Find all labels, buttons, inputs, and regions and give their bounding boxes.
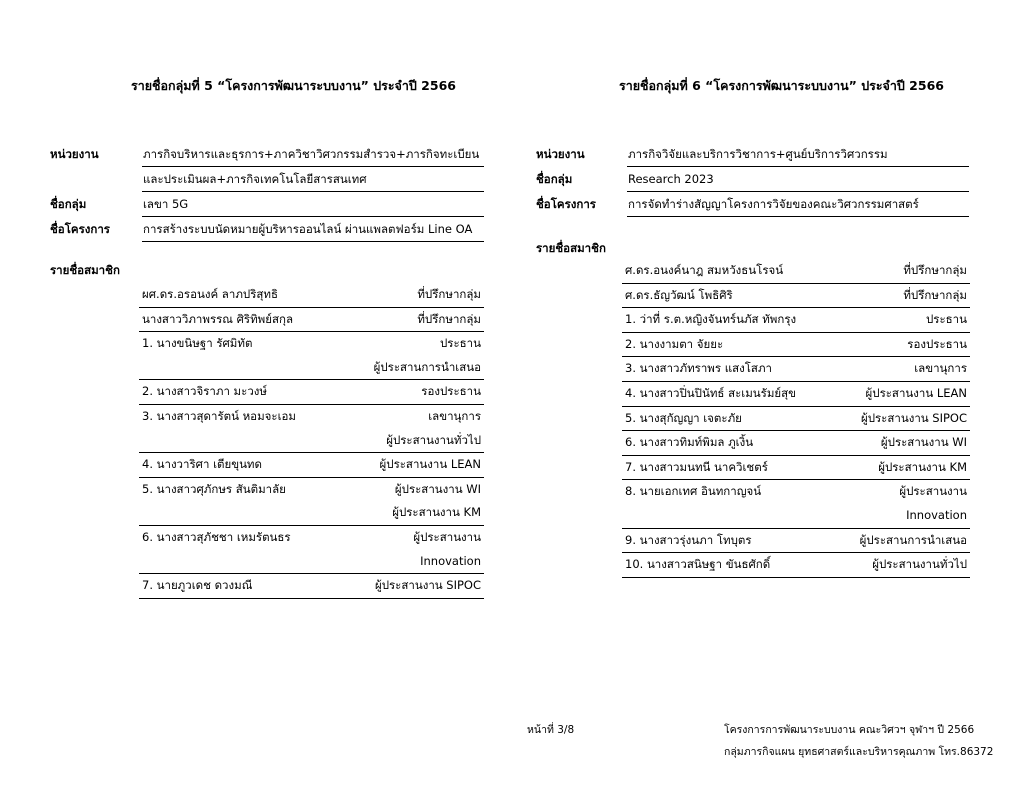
member-name: 4. นางวาริศา เตียขุนทด (142, 457, 262, 472)
unit-value (142, 142, 484, 192)
group-6-title: รายชื่อกลุ่มที่ 6 “โครงการพัฒนาระบบงาน” ประจำปี 2566 (619, 78, 944, 93)
members-label: รายชื่อสมาชิก (50, 263, 120, 277)
member-row (622, 529, 970, 554)
member-name: 9. นางสาวรุ่งนภา โทบุตร (625, 532, 752, 547)
member-row (139, 526, 484, 574)
member-row (622, 308, 970, 333)
member-role: ที่ปรึกษากลุ่ม (417, 311, 481, 326)
group-label: ชื่อกลุ่ม (50, 197, 87, 211)
member-line (622, 357, 970, 381)
member-line (622, 259, 970, 283)
member-role-secondary: ผู้ประสานการนำเสนอ (373, 359, 481, 374)
unit-label: หน่วยงาน (50, 147, 99, 161)
unit-label: หน่วยงาน (536, 147, 585, 161)
member-line (139, 332, 484, 356)
member-name: 7. นายภูวเดช ดวงมณี (142, 578, 253, 593)
member-line (622, 308, 970, 332)
member-row (622, 480, 970, 528)
project-label: ชื่อโครงการ (50, 222, 110, 236)
member-row (139, 405, 484, 453)
member-name: 3. นางสาวสุดารัตน์ หอมจะเอม (142, 408, 297, 423)
member-row (139, 380, 484, 405)
member-line (139, 380, 484, 404)
group-value: เลขา 5G (142, 192, 484, 217)
member-name: 2. นางงามตา จัยยะ (625, 336, 724, 351)
member-row (139, 574, 484, 599)
member-role: ผู้ประสานการนำเสนอ (859, 532, 967, 547)
member-role-secondary: Innovation (906, 507, 967, 522)
project-value: การจัดทำร่างสัญญาโครงการวิจัยของคณะวิศวกรรมศาสตร์ (627, 192, 969, 217)
member-role: ประธาน (440, 336, 481, 351)
member-role: ผู้ประสานงาน SIPOC (374, 578, 481, 593)
member-role: เลขานุการ (914, 361, 967, 376)
member-role-secondary: Innovation (420, 553, 481, 568)
group-row (50, 192, 484, 217)
member-name: 3. นางสาวภัทราพร แสงโสภา (625, 361, 772, 376)
member-line (622, 431, 970, 455)
member-name: ศ.ดร.อนงค์นาฎ สมหวังธนโรจน์ (625, 263, 784, 277)
member-row (622, 431, 970, 456)
member-name: 7. นางสาวมนทนี นาควิเชตร์ (625, 459, 768, 474)
member-role: ประธาน (926, 312, 967, 327)
member-row (622, 382, 970, 407)
member-role: ผู้ประสานงาน SIPOC (860, 410, 967, 425)
member-line (139, 405, 484, 429)
member-name: 8. นายเอกเทศ อินทกาญจน์ (625, 484, 762, 499)
member-line (622, 333, 970, 357)
member-name: 1. ว่าที่ ร.ต.หญิงจันทร์นภัส ทัพกรุง (625, 312, 797, 327)
group-label: ชื่อกลุ่ม (536, 172, 573, 186)
member-row (139, 478, 484, 526)
group-row (536, 167, 969, 192)
footer-project-line: โครงการการพัฒนาระบบงาน คณะวิศวฯ จุฬาฯ ปี 2566 (724, 724, 975, 736)
member-role: รองประธาน (907, 336, 967, 351)
project-value: การสร้างระบบนัดหมายผู้บริหารออนไลน์ ผ่านแพลตฟอร์ม Line OA (142, 217, 484, 242)
member-line (622, 382, 970, 406)
project-row (536, 192, 969, 217)
member-row (622, 553, 970, 578)
member-row (139, 332, 484, 380)
member-name: 2. นางสาวจิราภา มะวงษ์ (142, 384, 267, 399)
member-row (139, 453, 484, 478)
member-row (139, 308, 484, 333)
unit-row (536, 142, 969, 167)
member-role: ที่ปรึกษากลุ่ม (903, 263, 967, 277)
member-name: นางสาววิภาพรรณ ศิริทิพย์สกุล (142, 311, 294, 326)
member-role: ผู้ประสานงาน LEAN (865, 385, 967, 400)
member-line (622, 553, 970, 577)
members-label: รายชื่อสมาชิก (536, 241, 606, 255)
member-line (622, 407, 970, 431)
member-role: รองประธาน (421, 384, 481, 399)
member-role: ผู้ประสานงาน KM (878, 459, 967, 474)
member-name: 5. นางสาวศุภักษร สันติมาลัย (142, 481, 286, 496)
project-row (50, 217, 484, 242)
member-role: ผู้ประสานงานทั่วไป (872, 557, 967, 572)
member-row (622, 357, 970, 382)
group-5-title: รายชื่อกลุ่มที่ 5 “โครงการพัฒนาระบบงาน” ประจำปี 2566 (131, 78, 456, 93)
unit-row (50, 142, 484, 192)
member-name: 1. นางขนิษฐา รัศมิทัต (142, 336, 253, 351)
member-role: ผู้ประสานงาน WI (880, 435, 967, 450)
member-name: 10. นางสาวสนิษฐา ขันธศักดิ์ (625, 557, 771, 572)
member-line (622, 529, 970, 553)
member-row (622, 456, 970, 481)
member-role: ผู้ประสานงาน (899, 484, 967, 499)
member-line (139, 574, 484, 598)
member-line (139, 283, 484, 307)
member-row (622, 284, 970, 309)
member-row (139, 283, 484, 308)
member-row (622, 407, 970, 432)
member-line (139, 308, 484, 332)
group-value: Research 2023 (627, 167, 969, 192)
member-name: ศ.ดร.ธัญวัฒน์ โพธิศิริ (625, 287, 733, 302)
member-role: ผู้ประสานงาน (413, 529, 481, 544)
member-line (139, 453, 484, 477)
member-role: ที่ปรึกษากลุ่ม (417, 287, 481, 301)
member-role: ที่ปรึกษากลุ่ม (903, 287, 967, 302)
group-5-info (50, 142, 484, 242)
member-role-secondary: ผู้ประสานงาน KM (392, 505, 481, 520)
member-role: ผู้ประสานงาน WI (394, 481, 481, 496)
group-6-info (536, 142, 969, 217)
member-line (622, 456, 970, 480)
member-line (622, 480, 970, 504)
member-name: 6. นางสาวสุภัชชา เหมรัตนธร (142, 529, 291, 544)
member-line (622, 284, 970, 308)
member-name: ผศ.ดร.อรอนงค์ ลาภปริสุทธิ (142, 287, 278, 301)
unit-value-line-1: ภารกิจบริหารและธุรการ+ภาควิชาวิศวกรรมสำรวจ+ภารกิจทะเบียน (142, 142, 484, 167)
member-list (622, 259, 970, 578)
member-name: 5. นางสุกัญญา เจตะภัย (625, 410, 742, 425)
member-row (622, 259, 970, 284)
member-role-secondary: ผู้ประสานงานทั่วไป (386, 432, 481, 447)
unit-value-line-2: และประเมินผล+ภารกิจเทคโนโลยีสารสนเทศ (142, 167, 484, 192)
member-name: 6. นางสาวทิมท์พิมล ภูเงิ้น (625, 435, 754, 450)
member-role: เลขานุการ (428, 408, 481, 423)
project-label: ชื่อโครงการ (536, 197, 596, 211)
member-row (622, 333, 970, 358)
member-role: ผู้ประสานงาน LEAN (379, 457, 481, 472)
unit-value: ภารกิจวิจัยและบริการวิชาการ+ศูนย์บริการวิศวกรรม (627, 142, 969, 167)
member-name: 4. นางสาวปิ่นปินัทธ์ สะเมนรัมย์สุข (625, 385, 797, 400)
footer-contact-line: กลุ่มภารกิจแผน ยุทธศาสตร์และบริหารคุณภาพ โทร.86372 (724, 746, 994, 758)
member-line (139, 526, 484, 550)
page-number: หน้าที่ 3/8 (527, 724, 575, 736)
member-list (139, 283, 484, 599)
member-line (139, 478, 484, 502)
